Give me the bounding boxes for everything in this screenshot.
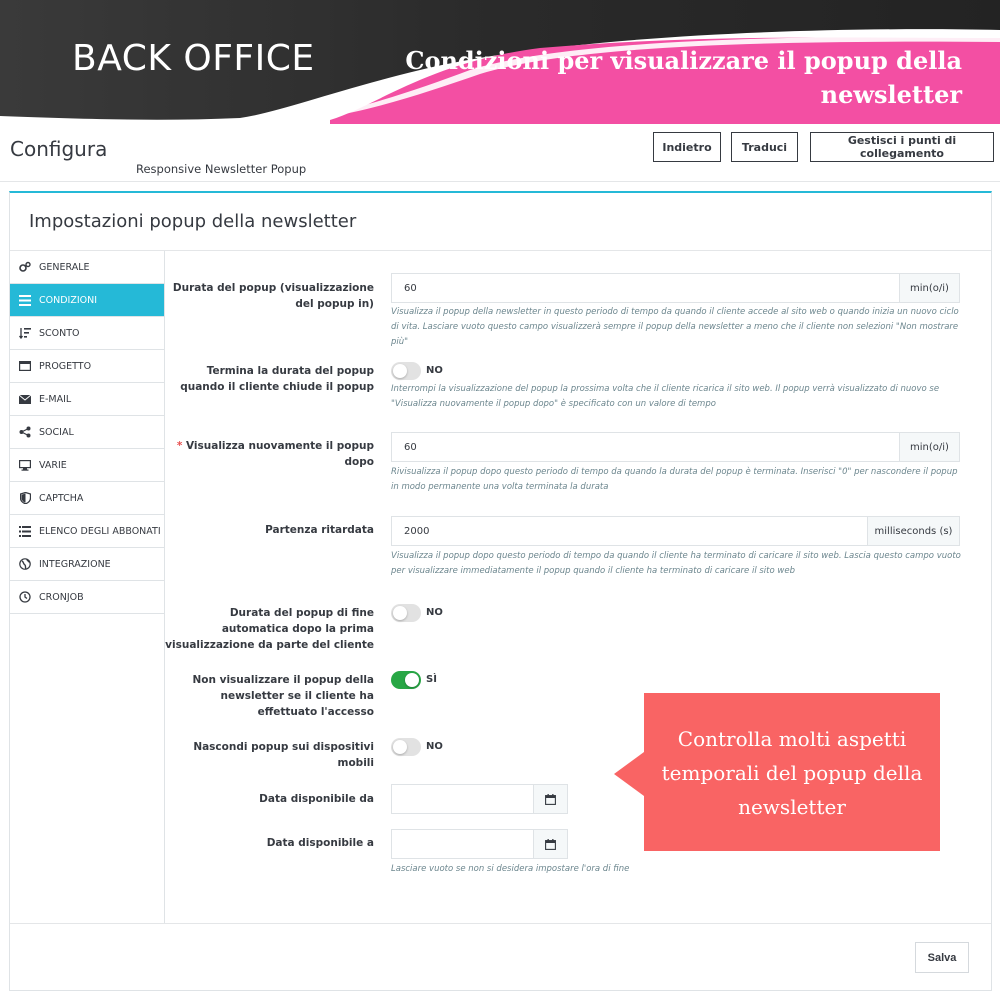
hide-logged-toggle[interactable] <box>391 671 421 689</box>
sidebar-item-captcha[interactable] <box>10 482 164 515</box>
delay-input[interactable]: 2000 <box>404 525 430 537</box>
hide-mobile-label: Nascondi popup sui dispositivi mobili <box>193 741 374 769</box>
date-from-field[interactable] <box>391 784 568 814</box>
feature-callout <box>644 693 940 851</box>
date-from-input[interactable] <box>392 785 533 813</box>
toggle-knob <box>405 673 419 687</box>
calendar-icon[interactable] <box>533 830 567 858</box>
calendar-icon[interactable] <box>533 785 567 813</box>
cogs-icon <box>18 261 32 273</box>
delay-label: Partenza ritardata <box>265 524 374 536</box>
panel-heading: Impostazioni popup della newsletter <box>29 211 357 232</box>
desktop-icon <box>18 459 32 471</box>
toggle-knob <box>393 364 407 378</box>
sidebar-item-cronjob[interactable] <box>10 581 164 614</box>
banner-title: BACK OFFICE <box>72 38 315 79</box>
duration-label: Durata del popup (visualizzazione del popup in) <box>172 282 374 310</box>
sidebar-item-elenco-abbonati[interactable] <box>10 515 164 548</box>
end-on-close-help: Interrompi la visualizzazione del popup la prossima volta che il cliente ricarica il sito web. Il popup verrà visualizzato di nuovo se "Visualizza nuovamente il popup dopo" è specificato con un valore di tempo <box>391 384 940 409</box>
envelope-icon <box>18 393 32 405</box>
redisplay-input[interactable]: 60 <box>404 441 417 453</box>
date-from-label: Data disponibile da <box>259 793 374 805</box>
hide-logged-state: SÌ <box>426 674 437 685</box>
sidebar-item-condizioni[interactable] <box>10 284 164 317</box>
translate-button[interactable]: Traduci <box>731 132 798 162</box>
duration-input[interactable]: 60 <box>404 282 417 294</box>
auto-end-toggle[interactable] <box>391 604 421 622</box>
date-to-label: Data disponibile a <box>266 837 374 849</box>
page-title: Configura <box>10 137 108 161</box>
hide-logged-label: Non visualizzare il popup della newsletter se il cliente ha effettuato l'accesso <box>192 674 374 718</box>
required-mark: * <box>176 440 183 452</box>
settings-sidebar <box>10 251 165 923</box>
redisplay-help: Rivisualizza il popup dopo questo periodo di tempo da quando la durata del popup è terminata. Inserisci "0" per nascondere il popup in modo permanente una volta terminata la durata <box>391 467 958 492</box>
panel-footer-divider <box>10 923 991 924</box>
list-icon <box>18 525 32 537</box>
sidebar-item-label: INTEGRAZIONE <box>39 558 111 570</box>
header-divider <box>0 181 1000 182</box>
sidebar-item-email[interactable] <box>10 383 164 416</box>
end-on-close-state: NO <box>426 365 443 376</box>
redisplay-field[interactable] <box>391 432 960 462</box>
back-button[interactable]: Indietro <box>653 132 721 162</box>
manage-hooks-button[interactable]: Gestisci i punti di collegamento <box>810 132 994 162</box>
date-to-field[interactable] <box>391 829 568 859</box>
globe-icon <box>18 558 32 570</box>
redisplay-label <box>164 438 374 470</box>
window-icon <box>18 360 32 372</box>
toggle-knob <box>393 740 407 754</box>
redisplay-label-text: Visualizza nuovamente il popup dopo <box>185 440 374 468</box>
sidebar-item-label: SCONTO <box>39 327 80 339</box>
promo-banner <box>0 0 1000 124</box>
hide-mobile-toggle[interactable] <box>391 738 421 756</box>
page-subtitle: Responsive Newsletter Popup <box>136 162 307 176</box>
sidebar-item-label: CONDIZIONI <box>39 294 98 306</box>
sidebar-item-label: SOCIAL <box>39 426 74 438</box>
list-icon <box>18 294 32 306</box>
auto-end-label: Durata del popup di fine automatica dopo la prima visualizzazione da parte del cliente <box>165 607 374 651</box>
end-on-close-label: Termina la durata del popup quando il cliente chiude il popup <box>180 365 374 393</box>
sidebar-item-varie[interactable] <box>10 449 164 482</box>
duration-help: Visualizza il popup della newsletter in questo periodo di tempo da quando il cliente accede al sito web o quando inizia un nuovo ciclo di vita. Lasciare vuoto questo campo visualizzerà sempre il popup della newsletter a meno che il cliente non selezioni "Non mostrare più" <box>391 307 959 347</box>
toggle-knob <box>393 606 407 620</box>
date-to-help: Lasciare vuoto se non si desidera impostare l'ora di fine <box>391 864 630 874</box>
callout-pointer <box>614 752 644 796</box>
redisplay-unit: min(o/i) <box>899 433 959 461</box>
duration-unit: min(o/i) <box>899 274 959 302</box>
sidebar-item-label: PROGETTO <box>39 360 92 372</box>
delay-help: Visualizza il popup dopo questo periodo di tempo da quando il cliente ha terminato di caricare il sito web. Lascia questo campo vuoto per visualizzare immediatamente il popup quando il cliente ha terminato di caricare il sito web <box>391 551 961 576</box>
duration-field[interactable] <box>391 273 960 303</box>
hide-mobile-state: NO <box>426 741 443 752</box>
clock-icon <box>18 591 32 603</box>
auto-end-state: NO <box>426 607 443 618</box>
sidebar-item-label: GENERALE <box>39 261 90 273</box>
sort-icon <box>18 327 32 339</box>
callout-text: Controlla molti aspetti temporali del popup della newsletter <box>661 727 923 819</box>
delay-unit: milliseconds (s) <box>867 517 959 545</box>
banner-subtitle: Condizioni per visualizzare il popup della newsletter <box>405 46 962 109</box>
sidebar-item-label: VARIE <box>39 459 67 471</box>
share-icon <box>18 426 32 438</box>
sidebar-item-social[interactable] <box>10 416 164 449</box>
sidebar-item-integrazione[interactable] <box>10 548 164 581</box>
sidebar-item-label: E-MAIL <box>39 393 72 405</box>
sidebar-item-label: CRONJOB <box>39 591 84 603</box>
save-button[interactable]: Salva <box>915 942 969 973</box>
sidebar-item-progetto[interactable] <box>10 350 164 383</box>
sidebar-item-label: ELENCO DEGLI ABBONATI <box>39 525 161 537</box>
date-to-input[interactable] <box>392 830 533 858</box>
shield-icon <box>18 492 32 504</box>
sidebar-item-sconto[interactable] <box>10 317 164 350</box>
end-on-close-toggle[interactable] <box>391 362 421 380</box>
sidebar-item-label: CAPTCHA <box>39 492 84 504</box>
sidebar-item-generale[interactable] <box>10 251 164 284</box>
delay-field[interactable] <box>391 516 960 546</box>
